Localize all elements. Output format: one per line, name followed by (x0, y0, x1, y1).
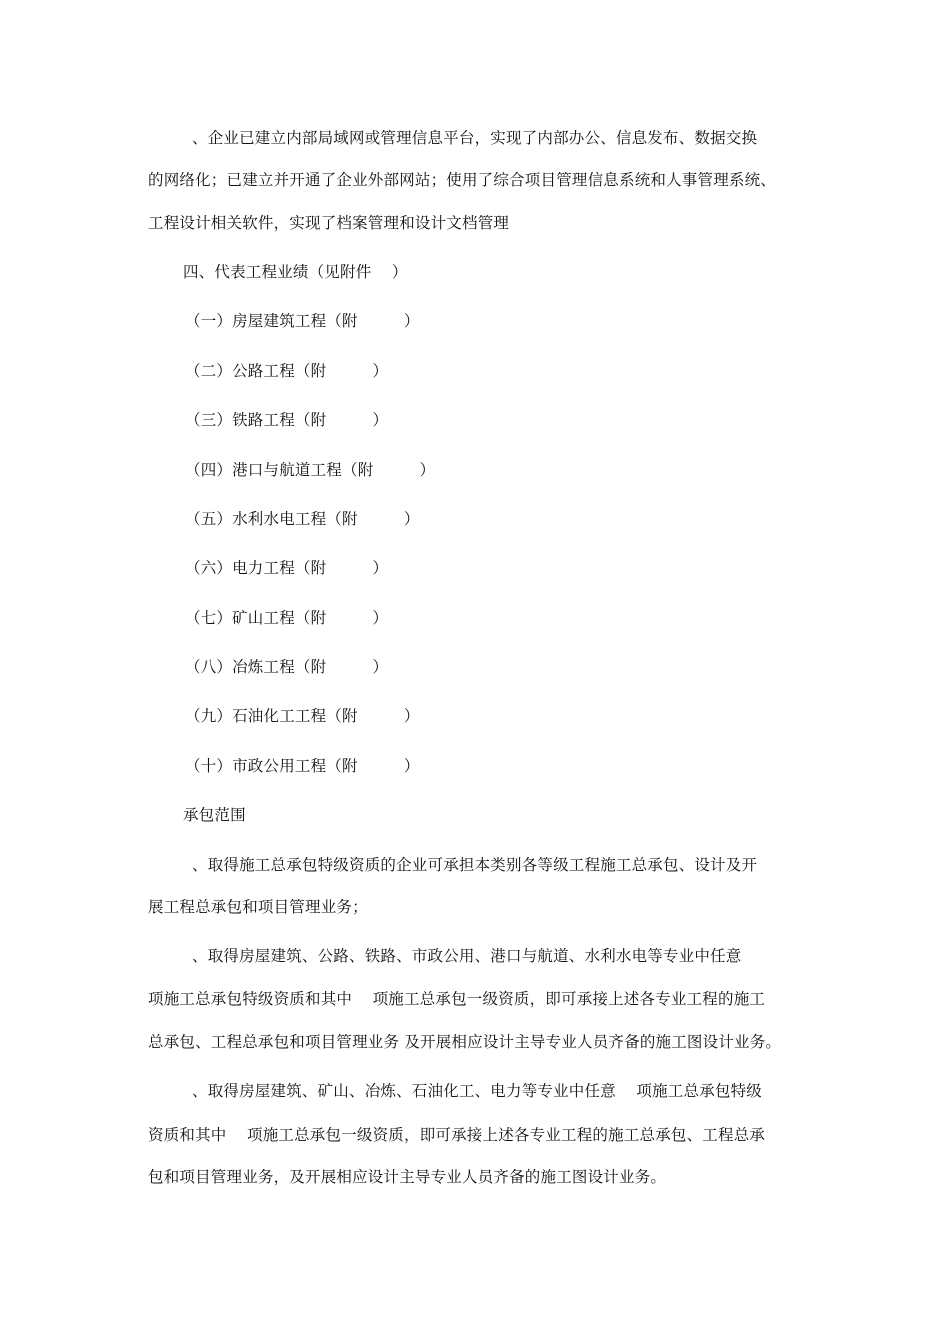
list-item-10: （十）市政公用工程（附 ） (185, 757, 420, 775)
list-item-3: （三）铁路工程（附 ） (185, 411, 389, 429)
para2-line-1: 、取得施工总承包特级资质的企业可承担本类别各等级工程施工总承包、设计及开 (192, 856, 758, 874)
para4-line-1: 、取得房屋建筑、矿山、冶炼、石油化工、电力等专业中任意 项施工总承包特级 (192, 1082, 763, 1100)
para2-line-2: 展工程总承包和项目管理业务； (148, 898, 368, 916)
list-item-1: （一）房屋建筑工程（附 ） (185, 312, 420, 330)
para3-line-1: 、取得房屋建筑、公路、铁路、市政公用、港口与航道、水利水电等专业中任意 (192, 947, 742, 965)
list-item-7: （七）矿山工程（附 ） (185, 609, 389, 627)
list-item-6: （六）电力工程（附 ） (185, 559, 389, 577)
para4-line-2: 资质和其中 项施工总承包一级资质，即可承接上述各专业工程的施工总承包、工程总承 (148, 1126, 766, 1144)
scope-heading: 承包范围 (183, 806, 246, 824)
list-item-9: （九）石油化工工程（附 ） (185, 707, 420, 725)
para1-line-3: 工程设计相关软件，实现了档案管理和设计文档管理 (148, 214, 510, 232)
para4-line-3: 包和项目管理业务，及开展相应设计主导专业人员齐备的施工图设计业务。 (148, 1168, 667, 1186)
para1-line-1: 、企业已建立内部局域网或管理信息平台，实现了内部办公、信息发布、数据交换 (192, 129, 758, 147)
para3-line-2: 项施工总承包特级资质和其中 项施工总承包一级资质，即可承接上述各专业工程的施工 (148, 990, 766, 1008)
para3-line-3: 总承包、工程总承包和项目管理业务 及开展相应设计主导专业人员齐备的施工图设计业务。 (148, 1033, 782, 1051)
section4-heading: 四、代表工程业绩（见附件 ） (183, 263, 408, 281)
list-item-5: （五）水利水电工程（附 ） (185, 510, 420, 528)
list-item-4: （四）港口与航道工程（附 ） (185, 461, 436, 479)
list-item-8: （八）冶炼工程（附 ） (185, 658, 389, 676)
para1-line-2: 的网络化；已建立并开通了企业外部网站；使用了综合项目管理信息系统和人事管理系统、 (148, 171, 777, 189)
list-item-2: （二）公路工程（附 ） (185, 362, 389, 380)
